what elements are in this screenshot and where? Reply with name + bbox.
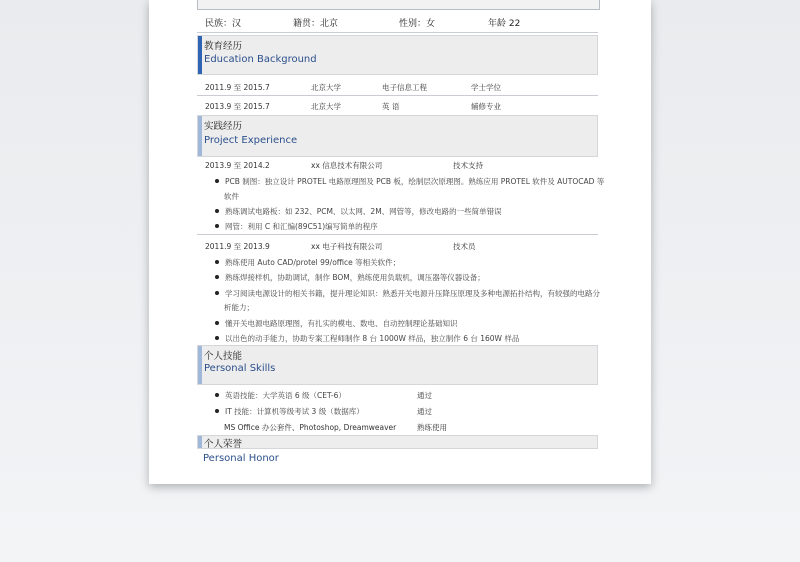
job-date: 2013.9 至 2014.2 [205,161,270,170]
job-bullet [215,206,502,217]
bullet-text: 学习阅读电源设计的相关书籍，提升理论知识：熟悉开关电源升压降压原理及多种电源拓扑结构，有较强的电路分 [225,289,600,298]
bullet-dot [215,291,219,295]
native-place: 籍贯：北京 [293,19,339,29]
edu-date: 2011.9 至 2015.7 [205,83,270,92]
section-title-en: Project Experience [204,135,298,146]
skill-name: MS Office 办公套件、Photoshop, Dreamweaver [224,423,397,432]
skill-status: 通过 [417,391,432,400]
section-accent-bar [198,436,202,448]
bullet-text: 熟练调试电路板：如 232、PCM、以太网、2M、网管等，修改电路的一些简单错误 [225,207,502,216]
bullet-dot [215,260,219,264]
education-section-header [197,35,598,75]
bullet-dot [215,209,219,213]
bullet-dot [215,336,219,340]
bullet-text: PCB 制图：独立设计 PROTEL 电路原理图及 PCB 板，绘制层次原理图。熟练应用 PROTEL 软件及 AUTOCAD 等 [225,177,605,186]
job-bullet [215,257,400,268]
job-divider [197,234,598,235]
bullet-text: 熟练焊接样机，协助调试，制作 BOM，熟练使用负载机，调压器等仪器设备； [225,273,485,282]
skills-section-header [197,345,598,385]
section-accent-bar [198,346,202,384]
header-bottom-edge [197,0,600,10]
section-title-zh: 实践经历 [204,121,243,132]
skill-status: 熟练使用 [417,423,447,432]
ethnicity: 民族：汉 [205,19,242,29]
job-bullet [215,221,378,232]
job-date: 2011.9 至 2013.9 [205,242,270,251]
skill-name: 英语技能：大学英语 6 级（CET-6） [225,391,346,400]
section-accent-bar [198,116,202,156]
edu-degree: 辅修专业 [471,102,501,111]
section-title-en: Personal Skills [204,363,276,374]
job-company: xx 信息技术有限公司 [311,161,383,170]
section-title-en: Education Background [204,54,317,65]
edu-school: 北京大学 [311,83,341,92]
edu-school: 北京大学 [311,102,341,111]
bullet-dot [215,224,219,228]
skill-item [215,406,364,417]
job-bullet [215,176,604,187]
section-title-zh: 个人荣誉 [204,439,243,450]
skill-name: IT 技能：计算机等级考试 3 级（数据库） [225,407,364,416]
honor-section-header [197,435,598,449]
bullet-dot [215,393,219,397]
bullet-text: 熟练使用 Auto CAD/protel 99/office 等相关软件； [225,258,401,267]
edu-major: 英 语 [382,102,400,111]
job-bullet [215,272,485,283]
edu-major: 电子信息工程 [382,83,427,92]
project-section-header [197,115,598,157]
bullet-continuation: 软件 [224,192,239,201]
job-bullet [215,333,519,344]
bullet-dot [215,409,219,413]
skill-status: 通过 [417,407,432,416]
edu-degree: 学士学位 [471,83,501,92]
age: 年龄 22 [488,19,521,29]
bullet-text: 以出色的动手能力，协助专案工程师制作 8 台 1000W 样品，独立制作 6 台 160W 样品 [225,334,520,343]
bullet-continuation: 析能力； [224,303,254,312]
bullet-dot [215,179,219,183]
bullet-text: 网管：利用 C 和汇编(89C51)编写简单的程序 [225,222,378,231]
bullet-dot [215,321,219,325]
job-bullet [215,288,600,299]
resume-page [149,0,651,484]
edu-row-divider [197,95,598,96]
section-accent-bar [198,36,202,74]
job-company: xx 电子科技有限公司 [311,242,383,251]
job-role: 技术员 [453,242,476,251]
bullet-text: 懂开关电源电路原理图，有扎实的模电、数电、自动控制理论基础知识 [225,319,458,328]
skill-item [215,390,346,401]
edu-date: 2013.9 至 2015.7 [205,102,270,111]
job-bullet [215,318,458,329]
bullet-dot [215,275,219,279]
info-divider [197,32,598,33]
section-title-en: Personal Honor [203,453,279,464]
section-title-zh: 个人技能 [204,351,243,362]
job-role: 技术支持 [453,161,483,170]
gender: 性别：女 [399,19,436,29]
section-title-zh: 教育经历 [204,41,243,52]
